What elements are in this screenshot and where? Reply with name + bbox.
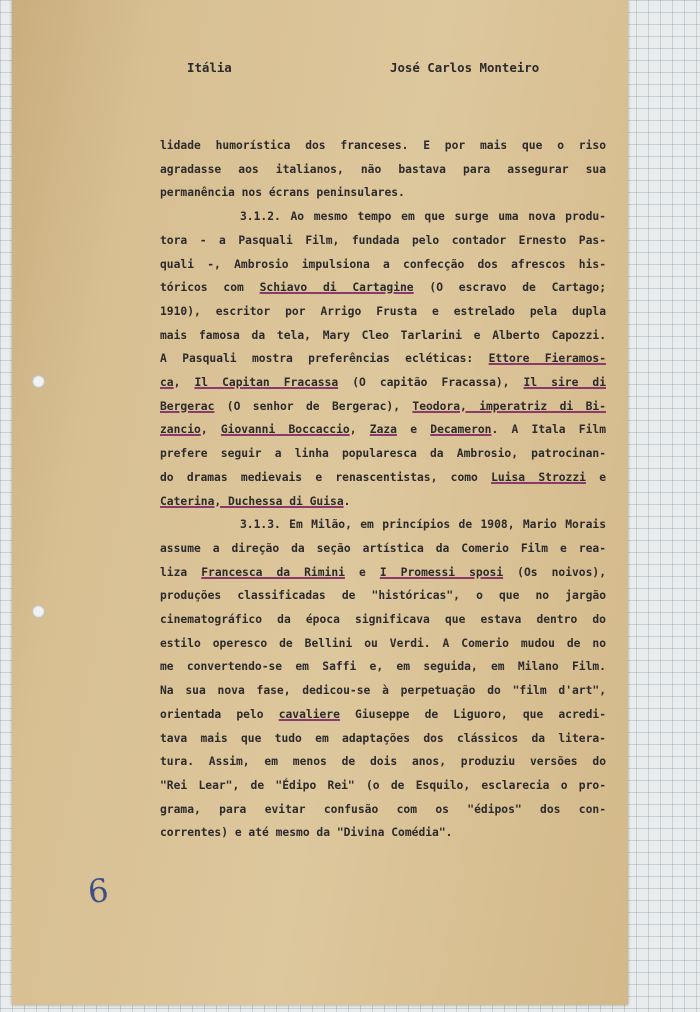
text-line xyxy=(160,537,606,561)
underlined-title: Giovanni Boccaccio xyxy=(220,423,350,437)
header-author: José Carlos Monteiro xyxy=(390,60,540,75)
underlined-title: Luisa Strozzi xyxy=(491,470,586,484)
punch-hole xyxy=(32,605,45,618)
underlined-title: zancio xyxy=(160,423,201,437)
text-line xyxy=(160,371,606,395)
text-segment: grama, para evitar confusão com os "édipos" dos con- xyxy=(160,802,606,816)
text-line xyxy=(160,324,606,348)
underlined-title: Il Capitan Fracassa xyxy=(194,376,339,390)
text-line xyxy=(160,300,606,324)
text-line xyxy=(160,253,606,277)
text-segment: Giuseppe de Liguoro, que acredi- xyxy=(339,707,606,721)
text-segment: e xyxy=(396,423,431,437)
text-line xyxy=(160,347,606,371)
text-line xyxy=(160,798,606,822)
text-line xyxy=(160,490,606,514)
text-segment: assume a direção da seção artística da Comerio Film e rea- xyxy=(160,541,606,555)
text-segment: tóricos com xyxy=(160,281,260,295)
underlined-title: Caterina, Duchessa di Guisa xyxy=(160,494,344,508)
text-line xyxy=(160,703,606,727)
text-line xyxy=(160,655,606,679)
text-segment: tora - a Pasquali Film, fundada pelo contador Ernesto Pas- xyxy=(160,233,606,247)
text-segment: tava mais que tudo em adaptações dos clássicos da litera- xyxy=(160,731,606,745)
text-line xyxy=(160,134,606,158)
underlined-title: Zaza xyxy=(369,423,397,437)
text-line xyxy=(160,229,606,253)
text-segment: , xyxy=(349,423,370,437)
text-segment: 1910), escritor por Arrigo Frusta e estrelado pela dupla xyxy=(160,304,606,318)
underlined-title: Decameron xyxy=(430,423,492,437)
text-segment: me convertendo-se em Saffi e, em seguida, em Milano Film. xyxy=(160,660,606,674)
underlined-title: I Promessi sposi xyxy=(379,565,504,579)
text-segment: 3.1.2. Ao mesmo tempo em que surge uma nova produ- xyxy=(240,210,606,224)
underlined-title: Francesca da Rimini xyxy=(201,565,345,579)
text-segment: produções classificadas de "históricas", o que no jargão xyxy=(160,589,606,603)
text-line xyxy=(160,584,606,608)
text-line xyxy=(160,205,606,229)
underlined-title: Il sire di xyxy=(523,376,607,390)
text-segment: liza xyxy=(160,565,202,579)
text-line xyxy=(160,395,606,419)
text-segment: (O escravo de Cartago; xyxy=(413,281,606,295)
text-segment: . A Itala Film xyxy=(491,423,607,437)
text-line xyxy=(160,632,606,656)
text-line xyxy=(160,608,606,632)
text-line xyxy=(160,821,606,845)
text-line xyxy=(160,181,606,205)
text-line xyxy=(160,418,606,442)
text-line xyxy=(160,442,606,466)
text-segment: , xyxy=(200,423,221,437)
text-line xyxy=(160,679,606,703)
text-line xyxy=(160,466,606,490)
text-line xyxy=(160,750,606,774)
underlined-title: Schiavo di Cartagine xyxy=(259,281,414,295)
text-segment: . xyxy=(343,494,351,508)
header-section-title: Itália xyxy=(187,60,232,75)
underlined-title: Bergerac xyxy=(160,399,215,413)
text-segment: estilo operesco de Bellini ou Verdi. A Comerio mudou de no xyxy=(160,636,606,650)
text-segment: , xyxy=(173,376,195,390)
text-segment: (Os noivos), xyxy=(503,565,607,579)
text-line xyxy=(160,561,606,585)
text-segment: tura. Assim, em menos de dois anos, produziu versões do xyxy=(160,755,606,769)
text-line xyxy=(160,276,606,300)
underlined-title: ca xyxy=(160,376,174,390)
text-segment: e xyxy=(344,565,380,579)
handwritten-page-number: 6 xyxy=(86,871,111,911)
text-segment: orientada pelo xyxy=(160,707,279,721)
text-line xyxy=(160,158,606,182)
text-segment: prefere seguir a linha popularesca da Ambrosio, patrocinan- xyxy=(160,447,606,461)
text-segment: (O capitão Fracassa), xyxy=(338,376,524,390)
text-line xyxy=(160,513,606,537)
text-segment: agradasse aos italianos, não bastava para assegurar sua xyxy=(160,162,606,176)
underlined-title: Ettore Fieramos- xyxy=(488,352,607,366)
text-segment: do dramas medievais e renascentistas, como xyxy=(160,470,492,484)
text-line xyxy=(160,774,606,798)
text-segment: correntes) e até mesmo da "Divina Comédia". xyxy=(160,826,453,840)
text-segment: cinematográfico da época significava que estava dentro do xyxy=(160,613,606,627)
underlined-title: cavaliere xyxy=(278,707,340,721)
text-segment: (O senhor de Bergerac), xyxy=(214,399,413,413)
document-body xyxy=(160,134,606,845)
text-segment: "Rei Lear", de "Édipo Rei" (o de Esquilo, esclarecia o pro- xyxy=(160,778,606,792)
underlined-title: Teodora, imperatriz di Bi- xyxy=(412,399,606,413)
text-segment: A Pasquali mostra preferências ecléticas: xyxy=(160,352,489,366)
document-page xyxy=(12,0,628,1005)
text-segment: e xyxy=(585,470,606,484)
text-segment: lidade humorística dos franceses. E por mais que o riso xyxy=(160,139,606,152)
text-segment: permanência nos écrans peninsulares. xyxy=(160,186,405,200)
text-segment: Na sua nova fase, dedicou-se à perpetuação do "film d'art", xyxy=(160,684,606,698)
punch-hole xyxy=(32,375,45,388)
text-line xyxy=(160,727,606,751)
text-segment: mais famosa da tela, Mary Cleo Tarlarini e Alberto Capozzi. xyxy=(160,328,606,342)
text-segment: 3.1.3. Em Milão, em princípios de 1908, Mario Morais xyxy=(240,518,606,532)
text-segment: quali -, Ambrosio impulsiona a confecção dos afrescos his- xyxy=(160,257,606,271)
